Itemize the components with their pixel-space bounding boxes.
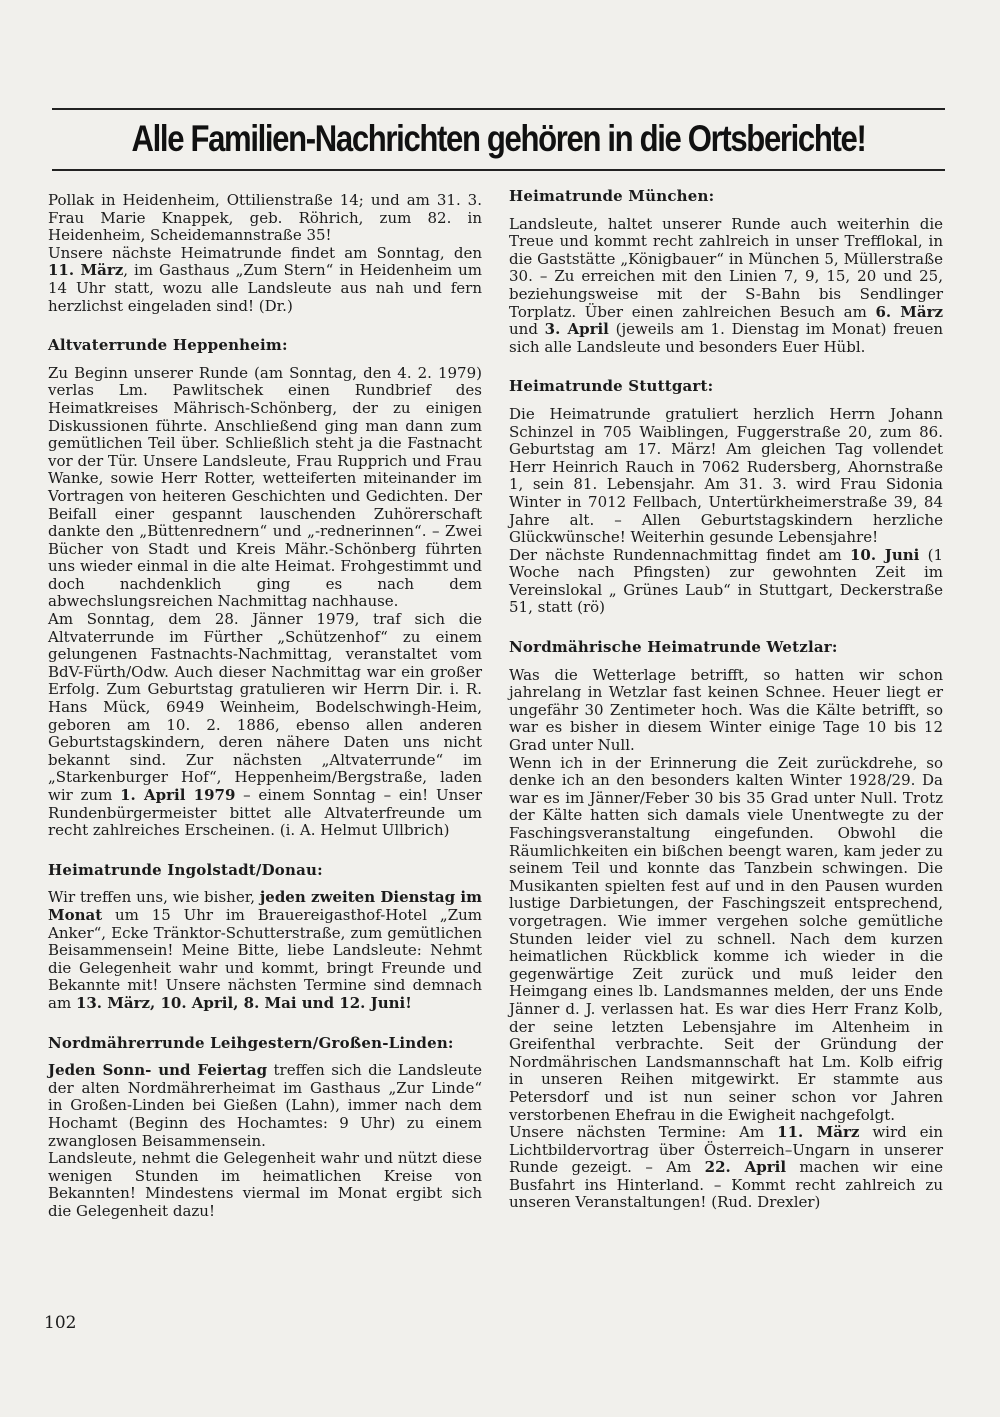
bold-date: 1. April 1979 xyxy=(120,786,236,804)
bold-date: 10. Juni xyxy=(849,545,920,564)
text-fragment: (1 Woche nach Pfingsten) zur gewohnten Zeit im Vereinslokal „ Grünes Laub“ in Stuttgart, Deckerstraße 51, statt (rö) xyxy=(509,545,943,617)
intro-paragraph-1: Pollak in Heidenheim, Ottilienstraße 14; und am 31. 3. Frau Marie Knappek, geb. Röhrich, zum 82. in Heidenheim, Scheidemannstraße 35! xyxy=(48,191,482,245)
section-paragraph: Zu Beginn unserer Runde (am Sonntag, den 4. 2. 1979) verlas Lm. Pawlitschek einen Rundbrief des Heimatkreises Mährisch-Schönberg, der zu einigen Diskussionen führte. Anschließend ging man dann zum gemütlichen Teil über. Schließlich steht ja die Fastnacht vor der Tür. Unsere Landsleute, Frau Rupprich und Frau Wanke, sowie Herr Rotter, wetteiferten miteinander im Vortragen von heiteren Geschichten und Gedichten. Der Beifall einer gespannt lauschenden Zuhörerschaft dankte den „Büttenrednern“ und „-rednerinnen“. – Zwei Bücher von Stadt und Kreis Mähr.-Schönberg führten uns wieder einmal in die alte Heimat. Frohgestimmt und doch nachdenklich ging es nach dem abwechslungsreichen Nachmittag nachhause. xyxy=(48,363,482,611)
bold-date: 6. März xyxy=(875,302,943,321)
section-paragraph xyxy=(509,1124,943,1212)
text-fragment: (jeweils am 1. Dienstag im Monat) freuen sich alle Landsleute und besonders Euer Hübl. xyxy=(509,320,943,356)
section-paragraph xyxy=(48,889,482,1012)
section-stuttgart xyxy=(509,378,943,617)
bold-date: 22. April xyxy=(704,1158,787,1177)
section-muenchen xyxy=(509,188,943,356)
section-leihgestern xyxy=(48,1035,482,1221)
text-fragment: treffen sich die Landsleute der alten Nordmährerheimat im Gasthaus „Zur Linde“ in Großen-Linden bei Gießen (Lahn), immer nach dem Hochamt (Beginn des Hochamtes: 9 Uhr) zu einem zwanglosen Beisammensein. xyxy=(48,1061,482,1150)
page-number: 102 xyxy=(44,1313,77,1333)
section-title: Nordmährerrunde Leihgestern/Großen-Linden: xyxy=(48,1033,454,1052)
text-fragment: um 15 Uhr im Brauereigasthof-Hotel „Zum Anker“, Ecke Tränktor-Schutterstraße, zum gemütlichen Beisammensein! Meine Bitte, liebe Landsleute: Nehmt die Gelegenheit wahr und kommt, bringt Freunde und Bekannte mit! Unsere nächsten Termine sind demnach am xyxy=(48,905,482,1012)
bold-text: Jeden Sonn- und Feiertag xyxy=(48,1061,268,1080)
text-fragment: Unsere nächsten Termine: Am xyxy=(509,1123,778,1142)
section-heppenheim xyxy=(48,337,482,840)
intro-section xyxy=(48,192,482,315)
section-paragraph: Die Heimatrunde gratuliert herzlich Herrn Johann Schinzel in 705 Waiblingen, Fuggerstraße 20, zum 86. Geburtstag am 17. März! Am gleichen Tag vollendet Herr Heinrich Rauch in 7062 Rudersberg, Ahornstraße 1, sein 81. Lebensjahr. Am 31. 3. wird Frau Sidonia Winter in 7012 Fellbach, Untertürkheimerstraße 39, 84 Jahre alt. – Allen Geburtstagskindern herzliche Glückwünsche! Weiterhin gesunde Lebensjahre! xyxy=(509,404,943,547)
section-paragraph: Wenn ich in der Erinnerung die Zeit zurückdrehe, so denke ich an den besonders kalten Winter 1928/29. Da war es im Jänner/Feber 30 bis 35 Grad unter Null. Trotz der Kälte hatten sich damals viele Unentwegte zu der Faschingsveranstaltung eingefunden. Obwohl die Räumlichkeiten ein bißchen beengt waren, kam jeder zu seinem Teil und konnte das Tanzbein schwingen. Die Musikanten spielten fest auf und in den Pausen wurden lustige Darbietungen, der Faschingszeit entsprechend, vorgetragen. Wie immer vergehen solche gemütliche Stunden leider viel zu schnell. Nach dem kurzen heimatlichen Rückblick komme ich wieder in die gegenwärtige Zeit zurück und muß leider den Heimgang eines lb. Landsmannes melden, der uns Ende Jänner d. J. verlassen hat. Es war dies Herr Franz Kolb, der seine letzten Lebensjahre im Altenheim in Greifenthal verbrachte. Seit der Gründung der Nordmährischen Landsmannschaft hat Lm. Kolb eifrig in unseren Reihen mitgewirkt. Er stammte aus Petersdorf und ist nun seiner schon vor Jahren verstorbenen Ehefrau in die Ewigheit nachgefolgt. xyxy=(509,753,943,1124)
section-title: Heimatrunde München: xyxy=(509,187,715,205)
bold-text: jeden zweiten Dienstag im Monat xyxy=(48,888,482,924)
text-fragment: Am Sonntag, dem 28. Jänner 1979, traf sich die Altvaterrunde im Fürther „Schützenhof“ zu einem gelungenen Fastnachts-Nachmittag, veranstaltet vom BdV-Fürth/Odw. Auch dieser Nachmittag war ein großer Erfolg. Zum Geburtstag gratulieren wir Herrn Dir. i. R. Hans Mück, 6949 Weinheim, Bodelschwingh-Heim, geboren am 10. 2. 1886, ebenso allen anderen Geburtstagskindern, deren nähere Daten uns nicht bekannt sind. Zur nächsten „Altvaterrunde“ im „Starkenburger Hof“, Heppenheim/Bergstraße, laden wir zum xyxy=(48,610,482,804)
text-fragment: und xyxy=(509,320,545,339)
section-title: Nordmährische Heimatrunde Wetzlar: xyxy=(509,638,838,657)
text-fragment: Landsleute, haltet unserer Runde auch weiterhin die Treue und kommt recht zahlreich in unser Trefflokal, in die Gaststätte „Königbauer“ in München 5, Müllerstraße 30. – Zu erreichen mit den Linien 7, 9, 15, 20 und 25, beziehungsweise mit der S-Bahn bis Sendlinger Torplatz. Über einen zahlreichen Besuch am xyxy=(509,214,943,321)
right-column xyxy=(509,186,943,1212)
section-title: Altvaterrunde Heppenheim: xyxy=(48,336,288,355)
section-ingolstadt xyxy=(48,862,482,1013)
bold-date: 3. April xyxy=(544,320,609,339)
section-paragraph xyxy=(509,216,943,357)
section-wetzlar xyxy=(509,639,943,1212)
top-rule xyxy=(52,108,945,110)
section-paragraph xyxy=(509,547,943,617)
text-fragment: machen wir eine Busfahrt ins Hinterland. – Kommt recht zahlreich zu unseren Veranstaltungen! (Rud. Drexler) xyxy=(509,1158,943,1212)
section-paragraph xyxy=(48,611,482,840)
bottom-rule xyxy=(52,169,945,171)
section-title: Heimatrunde Stuttgart: xyxy=(509,377,714,396)
text-fragment: Wir treffen uns, wie bisher, xyxy=(48,888,260,907)
intro-paragraph-2 xyxy=(48,245,482,315)
text-fragment: Der nächste Rundennachmittag findet am xyxy=(509,545,850,564)
bold-date: 11. März xyxy=(48,261,124,280)
section-paragraph: Landsleute, nehmt die Gelegenheit wahr und nützt diese wenigen Stunden im heimatlichen Kreise von Bekannten! Mindestens viermal im Monat ergibt sich die Gelegenheit dazu! xyxy=(48,1149,482,1220)
section-paragraph xyxy=(48,1062,482,1150)
left-column xyxy=(48,186,482,1220)
section-title: Heimatrunde Ingolstadt/Donau: xyxy=(48,860,323,879)
text-fragment: , im Gasthaus „Zum Stern“ in Heidenheim um 14 Uhr statt, wozu alle Landsleute aus nah und fern herzlichst eingeladen sind! (Dr.) xyxy=(48,261,482,315)
text-fragment: – einem Sonntag – ein! Unser Rundenbürgermeister bittet alle Altvaterfreunde um recht zahlreiches Erscheinen. (i. A. Helmut Ullbrich) xyxy=(48,786,482,840)
text-fragment: wird ein Lichtbildervortrag über Österreich–Ungarn in unserer Runde gezeigt. – Am xyxy=(509,1123,944,1177)
page-headline: Alle Familien-Nachrichten gehören in die Ortsberichte! xyxy=(131,118,866,159)
text-fragment: Unsere nächste Heimatrunde findet am Sonntag, den xyxy=(48,243,482,262)
bold-date: 11. März xyxy=(777,1123,860,1142)
bold-dates: 13. März, 10. April, 8. Mai und 12. Juni! xyxy=(75,993,412,1012)
section-paragraph: Was die Wetterlage betrifft, so hatten wir schon jahrelang in Wetzlar fast keinen Schnee. Heuer liegt er ungefähr 30 Zentimeter hoch. Was die Kälte betrifft, so war es bisher in diesem Winter einige Tage 10 bis 12 Grad unter Null. xyxy=(509,665,943,755)
